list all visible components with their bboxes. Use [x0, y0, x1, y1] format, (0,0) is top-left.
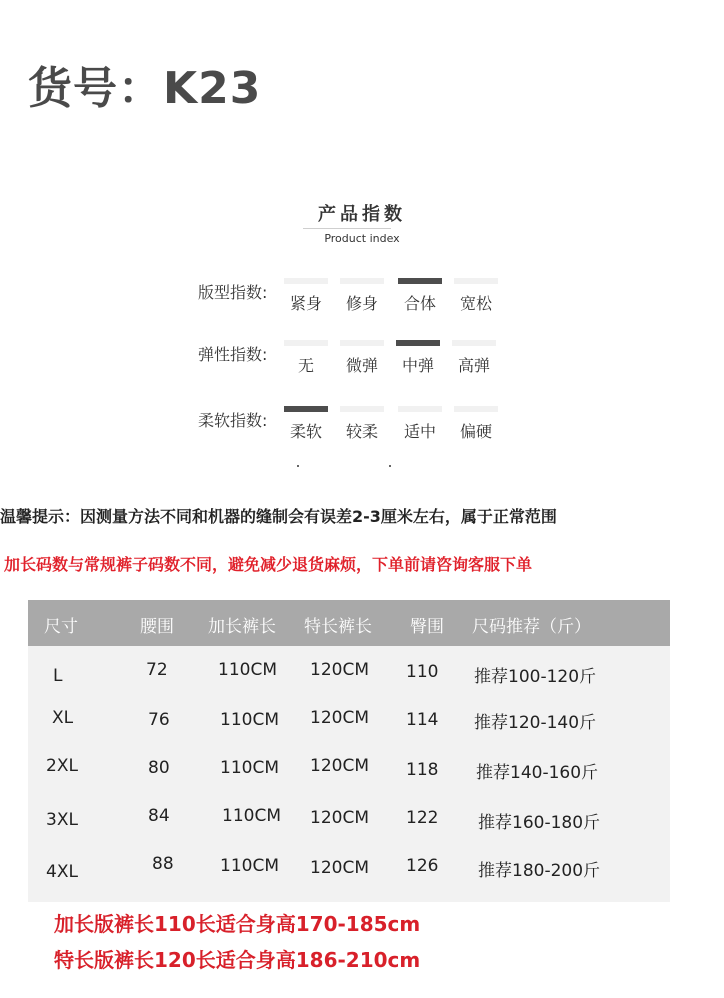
cell-size: XL	[52, 708, 74, 728]
footer-long-version: 加长版裤长110长适合身高170-185cm	[54, 912, 421, 936]
cell-extra-long-length: 120CM	[310, 808, 369, 828]
cell-waist: 76	[148, 710, 170, 730]
footer-extra-long-version: 特长版裤长120长适合身高186-210cm	[54, 948, 421, 972]
index-section-title: 产品指数	[318, 204, 406, 225]
size-warning: 加长码数与常规裤子码数不同，避免减少退货麻烦，下单前请咨询客服下单	[4, 555, 533, 574]
header-size: 尺寸	[44, 617, 78, 637]
decor-dot	[297, 465, 299, 467]
cell-hip: 122	[406, 808, 439, 828]
softness-option-0: 柔软	[289, 422, 322, 441]
elasticity-bar-2	[396, 340, 440, 346]
softness-bar-2	[398, 406, 442, 412]
fit-bar-0	[284, 278, 328, 284]
elasticity-bar-3	[452, 340, 496, 346]
measurement-notice: 温馨提示：因测量方法不同和机器的缝制会有误差2-3厘米左右，属于正常范围	[0, 507, 557, 526]
elasticity-option-2: 中弹	[401, 356, 434, 375]
cell-long-length: 110CM	[222, 806, 281, 826]
fit-option-2: 合体	[403, 294, 436, 313]
decor-dot	[389, 465, 391, 467]
softness-index-label: 柔软指数:	[198, 411, 268, 430]
cell-waist: 88	[152, 854, 174, 874]
cell-extra-long-length: 120CM	[310, 858, 369, 878]
cell-waist: 72	[146, 660, 168, 680]
fit-option-3: 宽松	[459, 294, 492, 313]
product-code-title: 货号：K23	[28, 63, 262, 114]
fit-option-1: 修身	[345, 294, 378, 313]
cell-size: 2XL	[46, 756, 78, 776]
cell-hip: 110	[406, 662, 439, 682]
softness-bar-1	[340, 406, 384, 412]
cell-recommendation: 推荐140-160斤	[476, 763, 599, 783]
cell-waist: 80	[148, 758, 170, 778]
cell-recommendation: 推荐180-200斤	[478, 861, 601, 881]
elasticity-option-0: 无	[297, 356, 314, 375]
header-size-recommendation: 尺码推荐（斤）	[472, 617, 591, 637]
fit-index-label: 版型指数:	[198, 283, 268, 302]
cell-waist: 84	[148, 806, 170, 826]
fit-option-0: 紧身	[289, 294, 322, 313]
elasticity-bar-1	[340, 340, 384, 346]
cell-size: L	[53, 666, 63, 686]
cell-extra-long-length: 120CM	[310, 708, 369, 728]
cell-recommendation: 推荐120-140斤	[474, 713, 597, 733]
cell-extra-long-length: 120CM	[310, 756, 369, 776]
cell-hip: 126	[406, 856, 439, 876]
softness-bar-0	[284, 406, 328, 412]
elasticity-option-3: 高弹	[457, 356, 490, 375]
elasticity-bar-0	[284, 340, 328, 346]
elasticity-index-label: 弹性指数:	[198, 345, 268, 364]
cell-recommendation: 推荐100-120斤	[474, 667, 597, 687]
header-long-length: 加长裤长	[208, 617, 276, 637]
cell-long-length: 110CM	[218, 660, 277, 680]
fit-bar-2	[398, 278, 442, 284]
cell-size: 4XL	[46, 862, 78, 882]
softness-option-1: 较柔	[345, 422, 378, 441]
cell-hip: 118	[406, 760, 439, 780]
fit-bar-3	[454, 278, 498, 284]
softness-option-2: 适中	[403, 422, 436, 441]
header-extra-long-length: 特长裤长	[304, 617, 372, 637]
softness-option-3: 偏硬	[459, 422, 492, 441]
subtitle-divider	[303, 228, 391, 229]
elasticity-option-1: 微弹	[345, 356, 378, 375]
cell-long-length: 110CM	[220, 856, 279, 876]
fit-bar-1	[340, 278, 384, 284]
index-section-subtitle: Product index	[324, 232, 400, 245]
cell-extra-long-length: 120CM	[310, 660, 369, 680]
cell-recommendation: 推荐160-180斤	[478, 813, 601, 833]
header-waist: 腰围	[140, 617, 174, 637]
cell-size: 3XL	[46, 810, 78, 830]
header-hip: 臀围	[410, 617, 444, 637]
cell-long-length: 110CM	[220, 758, 279, 778]
softness-bar-3	[454, 406, 498, 412]
cell-long-length: 110CM	[220, 710, 279, 730]
cell-hip: 114	[406, 710, 439, 730]
